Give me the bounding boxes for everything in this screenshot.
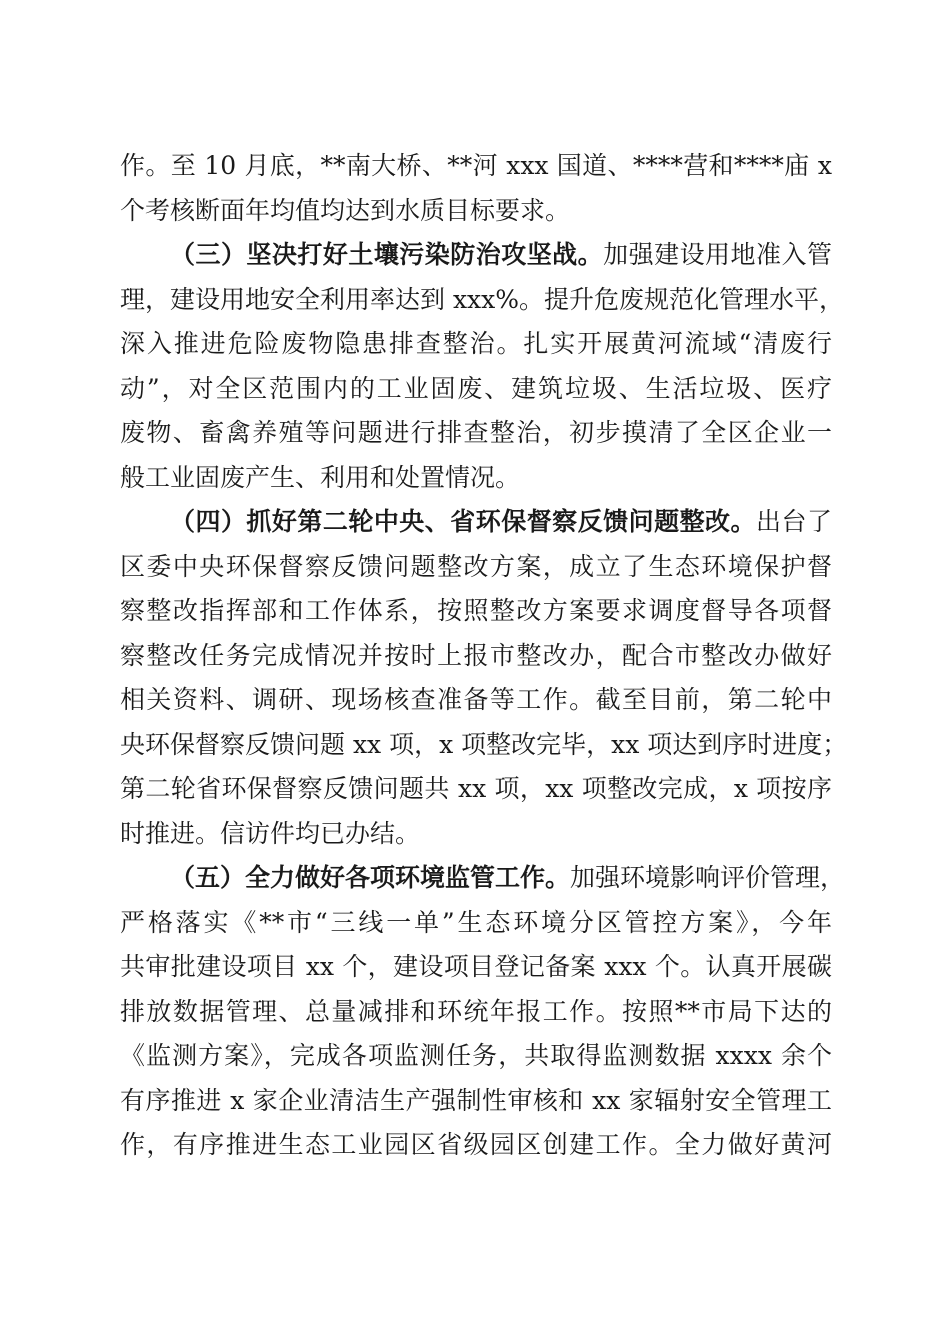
- text-line: [120, 233, 832, 278]
- text-line: 区委中央环保督察反馈问题整改方案，成立了生态环境保护督: [120, 551, 832, 581]
- text-line: 时推进。信访件均已办结。: [120, 818, 421, 848]
- text-line: 作。至 10 月底，**南大桥、**河 xxx 国道、****营和****庙 x: [120, 151, 832, 180]
- text-line: 个考核断面年均值均达到水质目标要求。: [120, 195, 571, 225]
- text-line: 作，有序推进生态工业园区省级园区创建工作。全力做好黄河: [120, 1130, 832, 1159]
- text-line: 相关资料、调研、现场核查准备等工作。截至目前，第二轮中: [120, 685, 832, 714]
- text-run: 加强环境影响评价管理，: [570, 863, 846, 892]
- paragraph-inspection-rectification: [120, 500, 848, 856]
- paragraph-soil-pollution: [120, 233, 845, 500]
- text-line: 共审批建设项目 xx 个，建设项目登记备案 xxx 个。认真开展碳: [120, 952, 832, 981]
- text-line: 深入推进危险废物隐患排查整治。扎实开展黄河流域“清废行: [120, 329, 832, 358]
- text-line: 理，建设用地安全利用率达到 xxx%。提升危废规范化管理水平，: [120, 284, 845, 314]
- section-heading: （四）抓好第二轮中央、省环保督察反馈问题整改。: [170, 507, 757, 536]
- text-line: 排放数据管理、总量减排和环统年报工作。按照**市局下达的: [120, 996, 832, 1026]
- text-line: 察整改指挥部和工作体系，按照整改方案要求调度督导各项督: [120, 596, 832, 625]
- text-line: 严格落实《**市“三线一单”生态环境分区管控方案》，今年: [120, 907, 832, 937]
- text-line: 《监测方案》，完成各项监测任务，共取得监测数据 xxxx 余个: [120, 1041, 832, 1070]
- text-line: 废物、畜禽养殖等问题进行排查整治，初步摸清了全区企业一: [120, 418, 832, 447]
- paragraph-water-quality: [120, 144, 832, 233]
- text-run: 出台了: [756, 507, 832, 536]
- text-line: 察整改任务完成情况并按时上报市整改办，配合市整改办做好: [120, 640, 832, 670]
- text-line: 般工业固废产生、利用和处置情况。: [120, 462, 521, 492]
- text-line: 动”，对全区范围内的工业固废、建筑垃圾、生活垃圾、医疗: [120, 373, 832, 403]
- paragraph-environmental-supervision: [120, 856, 846, 1168]
- text-line: 第二轮省环保督察反馈问题共 xx 项，xx 项整改完成，x 项按序: [120, 774, 832, 803]
- document-page: [120, 144, 848, 1168]
- section-heading: （五）全力做好各项环境监管工作。: [170, 863, 571, 892]
- text-line: [120, 500, 832, 545]
- section-heading: （三）坚决打好土壤污染防治攻坚战。: [170, 240, 604, 269]
- text-line: 央环保督察反馈问题 xx 项，x 项整改完毕，xx 项达到序时进度；: [120, 729, 848, 759]
- text-line: 有序推进 x 家企业清洁生产强制性审核和 xx 家辐射安全管理工: [120, 1085, 832, 1115]
- text-run: 加强建设用地准入管: [603, 240, 832, 269]
- text-line: [120, 856, 846, 901]
